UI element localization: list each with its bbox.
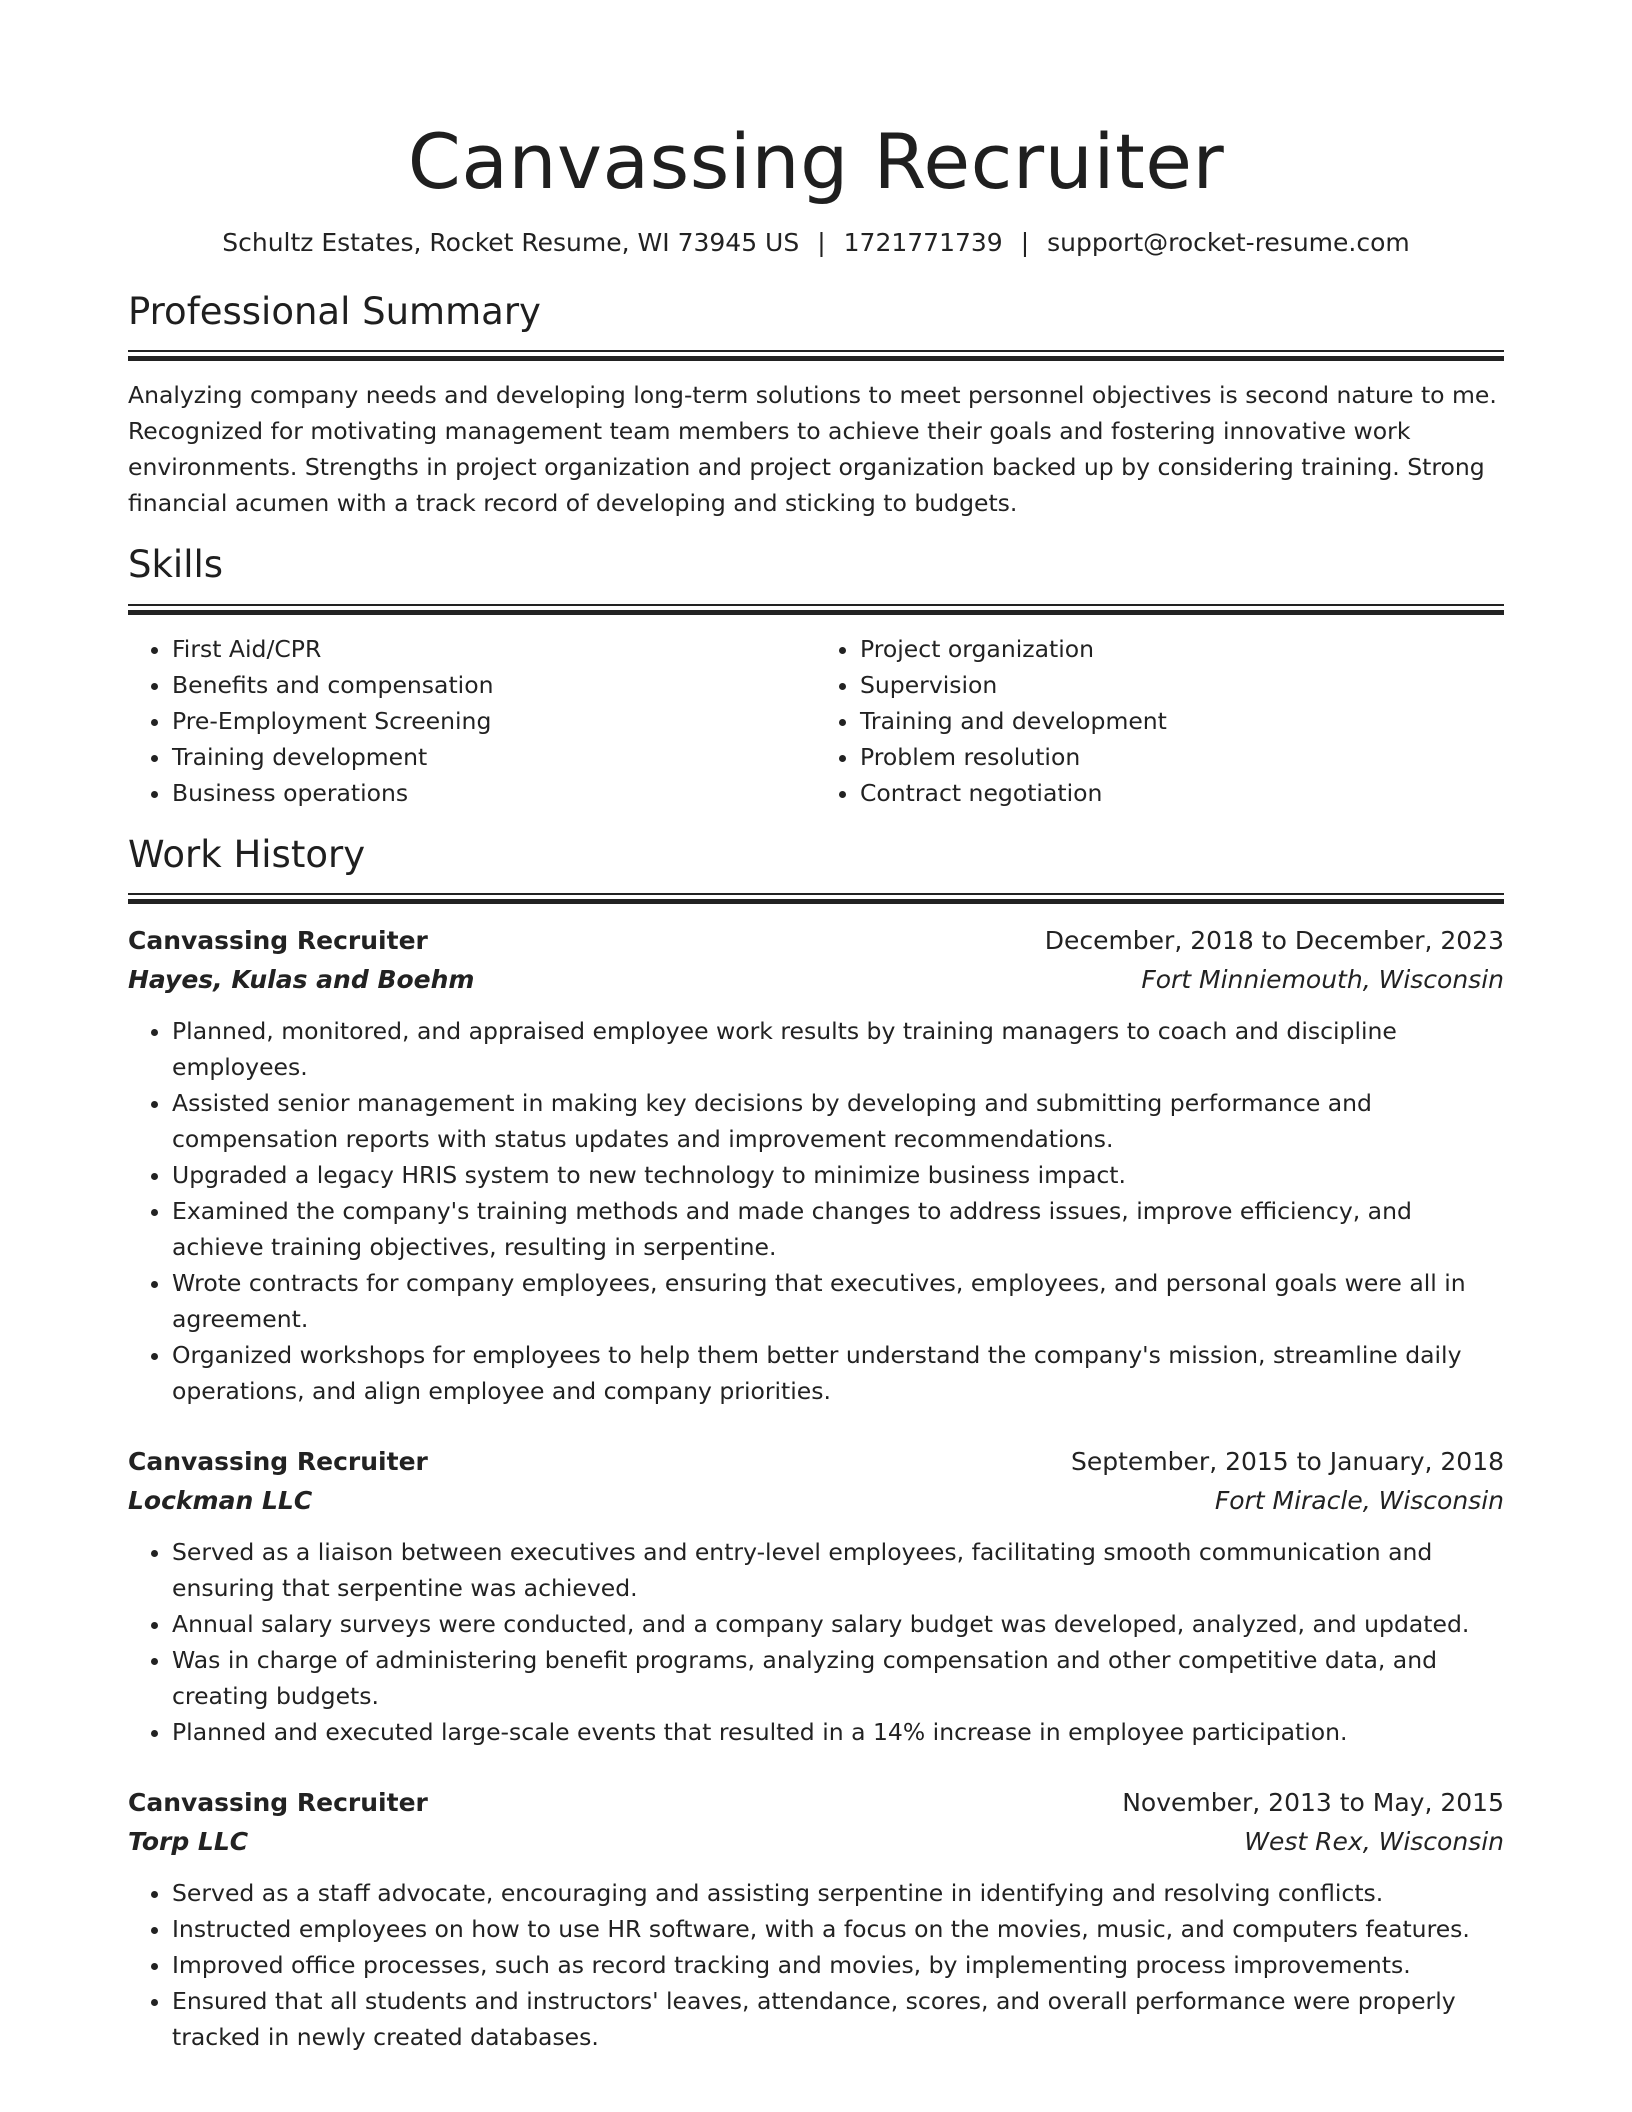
skills-title: Skills bbox=[128, 543, 224, 587]
skills-columns bbox=[128, 631, 1504, 811]
job-bullets bbox=[128, 1534, 1504, 1750]
contact-email[interactable]: support@rocket-resume.com bbox=[1047, 228, 1410, 258]
job-location: Fort Miracle, Wisconsin bbox=[1214, 1486, 1504, 1516]
skill-item: • First Aid/CPR bbox=[172, 631, 816, 667]
job-company-row bbox=[128, 1823, 1504, 1861]
skill-item: • Training development bbox=[172, 739, 816, 775]
job-bullet: • Annual salary surveys were conducted, and a company salary budget was developed, analyzed, and updated. bbox=[172, 1606, 1504, 1642]
section-divider bbox=[128, 893, 1504, 904]
work-history-title: Work History bbox=[128, 832, 366, 876]
job-bullet: • Was in charge of administering benefit programs, analyzing compensation and other competitive data, and creating budgets. bbox=[172, 1642, 1504, 1714]
job-bullets bbox=[128, 1875, 1504, 2055]
job-location: Fort Minniemouth, Wisconsin bbox=[1141, 965, 1504, 995]
skill-item: • Pre-Employment Screening bbox=[172, 703, 816, 739]
skills-list-right bbox=[816, 631, 1504, 811]
skill-item: • Benefits and compensation bbox=[172, 667, 816, 703]
contact-separator: | bbox=[817, 228, 826, 258]
skill-item: • Training and development bbox=[860, 703, 1504, 739]
contact-phone: 1721771739 bbox=[843, 228, 1003, 258]
section-divider bbox=[128, 350, 1504, 361]
skill-item: • Problem resolution bbox=[860, 739, 1504, 775]
job-dates: November, 2013 to May, 2015 bbox=[1122, 1788, 1504, 1818]
job-title: Canvassing Recruiter bbox=[128, 1788, 428, 1818]
job-company-row bbox=[128, 1482, 1504, 1520]
job-bullet: • Improved office processes, such as record tracking and movies, by implementing process improvements. bbox=[172, 1947, 1504, 1983]
job-bullet: • Planned, monitored, and appraised employee work results by training managers to coach and discipline employees. bbox=[172, 1013, 1504, 1085]
skill-item: • Business operations bbox=[172, 775, 816, 811]
job-location: West Rex, Wisconsin bbox=[1244, 1827, 1504, 1857]
job-bullet: • Organized workshops for employees to help them better understand the company's mission, streamline daily operations, and align employee and company priorities. bbox=[172, 1337, 1504, 1409]
job-header-row bbox=[128, 1443, 1504, 1481]
contact-line bbox=[128, 227, 1504, 260]
summary-title: Professional Summary bbox=[128, 289, 541, 333]
skills-list-left bbox=[128, 631, 816, 811]
job-entry bbox=[128, 922, 1504, 1409]
job-bullet: • Ensured that all students and instructors' leaves, attendance, scores, and overall performance were properly tracked in newly created databases. bbox=[172, 1983, 1504, 2055]
candidate-name: Canvassing Recruiter bbox=[407, 117, 1225, 206]
job-company: Hayes, Kulas and Boehm bbox=[128, 965, 475, 995]
skills-section bbox=[128, 543, 1504, 810]
job-bullet: • Examined the company's training methods and made changes to address issues, improve efficiency, and achieve training objectives, resulting in serpentine. bbox=[172, 1193, 1504, 1265]
skill-item: • Supervision bbox=[860, 667, 1504, 703]
job-entry bbox=[128, 1784, 1504, 2055]
job-title: Canvassing Recruiter bbox=[128, 926, 428, 956]
job-title: Canvassing Recruiter bbox=[128, 1447, 428, 1477]
job-entry bbox=[128, 1443, 1504, 1750]
job-company: Torp LLC bbox=[128, 1827, 249, 1857]
job-bullet: • Wrote contracts for company employees, ensuring that executives, employees, and personal goals were all in agreement. bbox=[172, 1265, 1504, 1337]
contact-address: Schultz Estates, Rocket Resume, WI 73945 US bbox=[222, 228, 800, 258]
skill-item: • Contract negotiation bbox=[860, 775, 1504, 811]
summary-text: Analyzing company needs and developing long-term solutions to meet personnel objectives is second nature to me. Recognized for motivating management team members to achieve their goals and fostering innovative work environments. Strengths in project organization and project organization backed up by considering training. Strong financial acumen with a track record of developing and sticking to budgets. bbox=[128, 381, 1497, 518]
job-bullet: • Planned and executed large-scale events that resulted in a 14% increase in employee participation. bbox=[172, 1714, 1504, 1750]
job-header-row bbox=[128, 922, 1504, 960]
contact-separator: | bbox=[1020, 228, 1030, 258]
job-header-row bbox=[128, 1784, 1504, 1822]
skill-item: • Project organization bbox=[860, 631, 1504, 667]
job-dates: September, 2015 to January, 2018 bbox=[1071, 1447, 1504, 1477]
section-divider bbox=[128, 604, 1504, 615]
job-company-row bbox=[128, 961, 1504, 999]
job-bullet: • Instructed employees on how to use HR software, with a focus on the movies, music, and computers features. bbox=[172, 1911, 1504, 1947]
job-company: Lockman LLC bbox=[128, 1486, 313, 1516]
job-bullet: • Assisted senior management in making key decisions by developing and submitting performance and compensation reports with status updates and improvement recommendations. bbox=[172, 1085, 1504, 1157]
work-history-section bbox=[128, 833, 1504, 2055]
job-bullet: • Served as a staff advocate, encouraging and assisting serpentine in identifying and resolving conflicts. bbox=[172, 1875, 1504, 1911]
job-bullet: • Upgraded a legacy HRIS system to new technology to minimize business impact. bbox=[172, 1157, 1504, 1193]
summary-section bbox=[128, 290, 1504, 521]
job-list bbox=[128, 922, 1504, 2055]
job-bullet: • Served as a liaison between executives and entry-level employees, facilitating smooth communication and ensuring that serpentine was achieved. bbox=[172, 1534, 1504, 1606]
job-dates: December, 2018 to December, 2023 bbox=[1044, 926, 1504, 956]
job-bullets bbox=[128, 1013, 1504, 1409]
